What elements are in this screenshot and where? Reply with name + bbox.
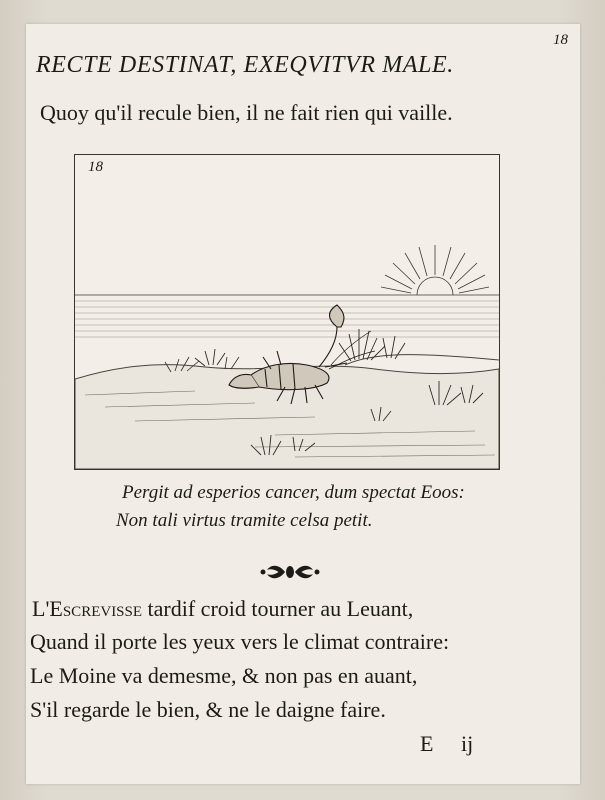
french-verse-line-2: Quand il porte les yeux vers le climat contraire: — [30, 629, 450, 654]
sun-icon — [381, 245, 489, 295]
french-verse-line-1-rest: tardif croid tourner au Leuant, — [142, 596, 414, 621]
french-verse-line-4: S'il regarde le bien, & ne le daigne faire. — [30, 697, 386, 722]
engraving-illustration — [75, 155, 499, 469]
signature-mark — [420, 731, 473, 757]
emblem-page — [26, 24, 580, 784]
emblem-subtitle: Quoy qu'il recule bien, il ne fait rien qui vaille. — [40, 100, 453, 125]
plate-number: 18 — [88, 159, 103, 175]
french-verse-line-3: Le Moine va demesme, & non pas en auant, — [30, 663, 418, 688]
emblem-motto: RECTE DESTINAT, EXEQVITVR MALE. — [36, 52, 454, 78]
latin-verse-line-1: Pergit ad esperios cancer, dum spectat Eoos: — [122, 482, 465, 503]
sea-hatching — [75, 301, 499, 337]
engraving-plate — [74, 154, 500, 470]
signature-folio: ij — [460, 731, 474, 756]
signature-letter: E — [420, 731, 434, 756]
french-verse-line-1 — [32, 596, 580, 622]
french-verse-initial-word: L'Escrevisse — [32, 596, 143, 621]
latin-verse-line-2: Non tali virtus tramite celsa petit. — [116, 510, 373, 531]
page-number: 18 — [553, 32, 568, 48]
fleuron-ornament-icon — [259, 562, 321, 582]
